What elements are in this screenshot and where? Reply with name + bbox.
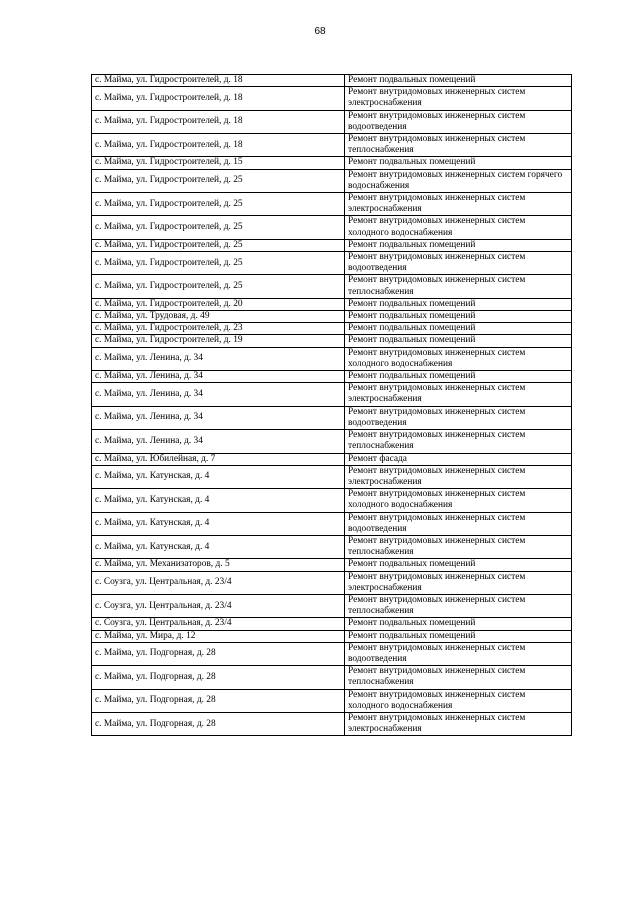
address-cell: с. Майма, ул. Гидростроителей, д. 18	[92, 87, 345, 110]
address-cell: с. Майма, ул. Мира, д. 12	[92, 630, 345, 642]
work-type-cell: Ремонт подвальных помещений	[345, 239, 572, 251]
address-cell: с. Майма, ул. Катунская, д. 4	[92, 512, 345, 535]
table-row	[92, 169, 572, 192]
address-cell: с. Майма, ул. Гидростроителей, д. 19	[92, 335, 345, 347]
work-type-cell: Ремонт внутридомовых инженерных систем электроснабжения	[345, 87, 572, 110]
address-cell: с. Соузга, ул. Центральная, д. 23/4	[92, 571, 345, 594]
address-cell: с. Майма, ул. Гидростроителей, д. 25	[92, 239, 345, 251]
table-row	[92, 559, 572, 571]
address-cell: с. Соузга, ул. Центральная, д. 23/4	[92, 594, 345, 617]
work-type-cell: Ремонт внутридомовых инженерных систем горячего водоснабжения	[345, 169, 572, 192]
work-type-cell: Ремонт подвальных помещений	[345, 371, 572, 383]
table-row	[92, 239, 572, 251]
work-type-cell: Ремонт внутридомовых инженерных систем теплоснабжения	[345, 134, 572, 157]
table-row	[92, 110, 572, 133]
work-type-cell: Ремонт внутридомовых инженерных систем водоотведения	[345, 252, 572, 275]
work-type-cell: Ремонт внутридомовых инженерных систем водоотведения	[345, 406, 572, 429]
table-row	[92, 87, 572, 110]
work-type-cell: Ремонт внутридомовых инженерных систем теплоснабжения	[345, 594, 572, 617]
work-type-cell: Ремонт внутридомовых инженерных систем электроснабжения	[345, 712, 572, 735]
table-row	[92, 193, 572, 216]
table-row	[92, 298, 572, 310]
work-type-cell: Ремонт подвальных помещений	[345, 630, 572, 642]
work-type-cell: Ремонт внутридомовых инженерных систем электроснабжения	[345, 193, 572, 216]
work-type-cell: Ремонт подвальных помещений	[345, 75, 572, 87]
table-row	[92, 666, 572, 689]
work-type-cell: Ремонт внутридомовых инженерных систем холодного водоснабжения	[345, 347, 572, 370]
table-row	[92, 335, 572, 347]
work-type-cell: Ремонт фасада	[345, 453, 572, 465]
work-type-cell: Ремонт внутридомовых инженерных систем теплоснабжения	[345, 430, 572, 453]
address-cell: с. Майма, ул. Ленина, д. 34	[92, 406, 345, 429]
work-type-cell: Ремонт внутридомовых инженерных систем водоотведения	[345, 512, 572, 535]
table-row	[92, 347, 572, 370]
address-cell: с. Майма, ул. Подгорная, д. 28	[92, 689, 345, 712]
work-type-cell: Ремонт подвальных помещений	[345, 618, 572, 630]
address-cell: с. Майма, ул. Трудовая, д. 49	[92, 311, 345, 323]
work-type-cell: Ремонт подвальных помещений	[345, 298, 572, 310]
work-type-cell: Ремонт подвальных помещений	[345, 311, 572, 323]
address-cell: с. Майма, ул. Подгорная, д. 28	[92, 712, 345, 735]
address-cell: с. Майма, ул. Гидростроителей, д. 25	[92, 216, 345, 239]
address-cell: с. Майма, ул. Катунская, д. 4	[92, 489, 345, 512]
table-row	[92, 571, 572, 594]
table-row	[92, 430, 572, 453]
address-cell: с. Майма, ул. Ленина, д. 34	[92, 347, 345, 370]
address-cell: с. Майма, ул. Гидростроителей, д. 18	[92, 75, 345, 87]
address-cell: с. Майма, ул. Ленина, д. 34	[92, 371, 345, 383]
address-cell: с. Майма, ул. Катунская, д. 4	[92, 535, 345, 558]
work-type-cell: Ремонт подвальных помещений	[345, 157, 572, 169]
table-row	[92, 275, 572, 298]
table-row	[92, 453, 572, 465]
address-cell: с. Майма, ул. Гидростроителей, д. 25	[92, 169, 345, 192]
address-cell: с. Майма, ул. Гидростроителей, д. 18	[92, 110, 345, 133]
repair-works-table	[91, 74, 572, 736]
table-body	[92, 75, 572, 736]
address-cell: с. Майма, ул. Юбилейная, д. 7	[92, 453, 345, 465]
work-type-cell: Ремонт внутридомовых инженерных систем теплоснабжения	[345, 275, 572, 298]
address-cell: с. Майма, ул. Гидростроителей, д. 23	[92, 323, 345, 335]
work-type-cell: Ремонт подвальных помещений	[345, 335, 572, 347]
address-cell: с. Майма, ул. Ленина, д. 34	[92, 430, 345, 453]
work-type-cell: Ремонт внутридомовых инженерных систем холодного водоснабжения	[345, 489, 572, 512]
table-row	[92, 465, 572, 488]
table-row	[92, 618, 572, 630]
work-type-cell: Ремонт внутридомовых инженерных систем электроснабжения	[345, 383, 572, 406]
work-type-cell: Ремонт внутридомовых инженерных систем электроснабжения	[345, 571, 572, 594]
work-type-cell: Ремонт внутридомовых инженерных систем холодного водоснабжения	[345, 216, 572, 239]
table-row	[92, 252, 572, 275]
work-type-cell: Ремонт подвальных помещений	[345, 559, 572, 571]
address-cell: с. Майма, ул. Механизаторов, д. 5	[92, 559, 345, 571]
table-row	[92, 134, 572, 157]
work-type-cell: Ремонт внутридомовых инженерных систем теплоснабжения	[345, 666, 572, 689]
address-cell: с. Соузга, ул. Центральная, д. 23/4	[92, 618, 345, 630]
address-cell: с. Майма, ул. Подгорная, д. 28	[92, 666, 345, 689]
table-row	[92, 489, 572, 512]
table-row	[92, 371, 572, 383]
address-cell: с. Майма, ул. Гидростроителей, д. 25	[92, 252, 345, 275]
address-cell: с. Майма, ул. Подгорная, д. 28	[92, 642, 345, 665]
address-cell: с. Майма, ул. Гидростроителей, д. 18	[92, 134, 345, 157]
table-row	[92, 535, 572, 558]
address-cell: с. Майма, ул. Гидростроителей, д. 25	[92, 275, 345, 298]
table-row	[92, 689, 572, 712]
table-row	[92, 594, 572, 617]
work-type-cell: Ремонт внутридомовых инженерных систем электроснабжения	[345, 465, 572, 488]
address-cell: с. Майма, ул. Ленина, д. 34	[92, 383, 345, 406]
address-cell: с. Майма, ул. Катунская, д. 4	[92, 465, 345, 488]
table-row	[92, 311, 572, 323]
address-cell: с. Майма, ул. Гидростроителей, д. 20	[92, 298, 345, 310]
work-type-cell: Ремонт внутридомовых инженерных систем водоотведения	[345, 642, 572, 665]
table-row	[92, 630, 572, 642]
page-number: 68	[314, 26, 326, 37]
table-row	[92, 642, 572, 665]
table-row	[92, 383, 572, 406]
work-type-cell: Ремонт внутридомовых инженерных систем теплоснабжения	[345, 535, 572, 558]
address-cell: с. Майма, ул. Гидростроителей, д. 25	[92, 193, 345, 216]
work-type-cell: Ремонт внутридомовых инженерных систем холодного водоснабжения	[345, 689, 572, 712]
work-type-cell: Ремонт внутридомовых инженерных систем водоотведения	[345, 110, 572, 133]
table-row	[92, 712, 572, 735]
address-cell: с. Майма, ул. Гидростроителей, д. 15	[92, 157, 345, 169]
table-row	[92, 75, 572, 87]
work-type-cell: Ремонт подвальных помещений	[345, 323, 572, 335]
table-row	[92, 406, 572, 429]
table-row	[92, 512, 572, 535]
table-row	[92, 216, 572, 239]
table-row	[92, 157, 572, 169]
table-row	[92, 323, 572, 335]
